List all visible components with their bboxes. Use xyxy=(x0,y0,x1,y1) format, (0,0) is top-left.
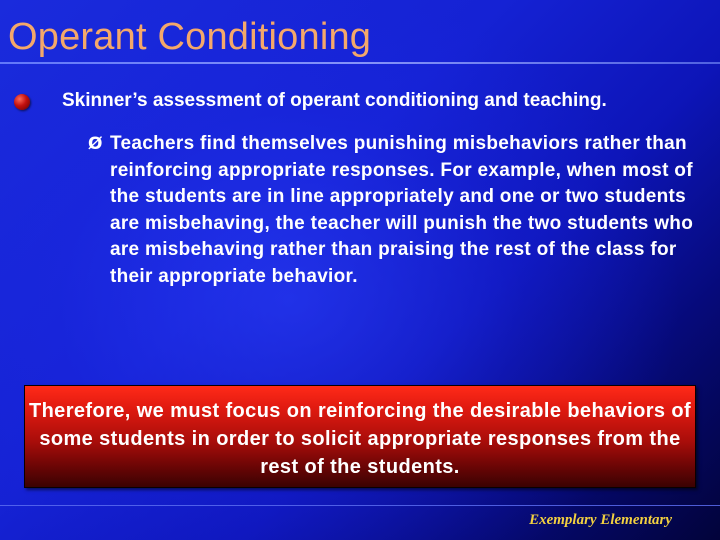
callout-text: Therefore, we must focus on reinforcing the desirable behaviors of some students in order to solicit appropriate responses from the rest of the students. xyxy=(28,400,692,478)
footer-divider xyxy=(0,505,720,506)
red-ball-bullet-icon xyxy=(14,94,30,110)
footer-label: Exemplary Elementary xyxy=(529,512,672,528)
bullet-text: Skinner’s assessment of operant conditioning and teaching. xyxy=(62,90,607,111)
title-divider xyxy=(0,62,720,64)
arrow-bullet-icon: Ø xyxy=(88,134,103,154)
conclusion-callout-box xyxy=(24,385,696,488)
sub-bullet-text: Teachers find themselves punishing misbehaviors rather than reinforcing appropriate responses. For example, when most of the students are in line appropriately and one or two students are misbehaving, the teacher will punish the two students who are misbehaving rather than praising the rest of the class for their appropriate behavior. xyxy=(110,133,694,287)
slide-title: Operant Conditioning xyxy=(8,16,372,58)
